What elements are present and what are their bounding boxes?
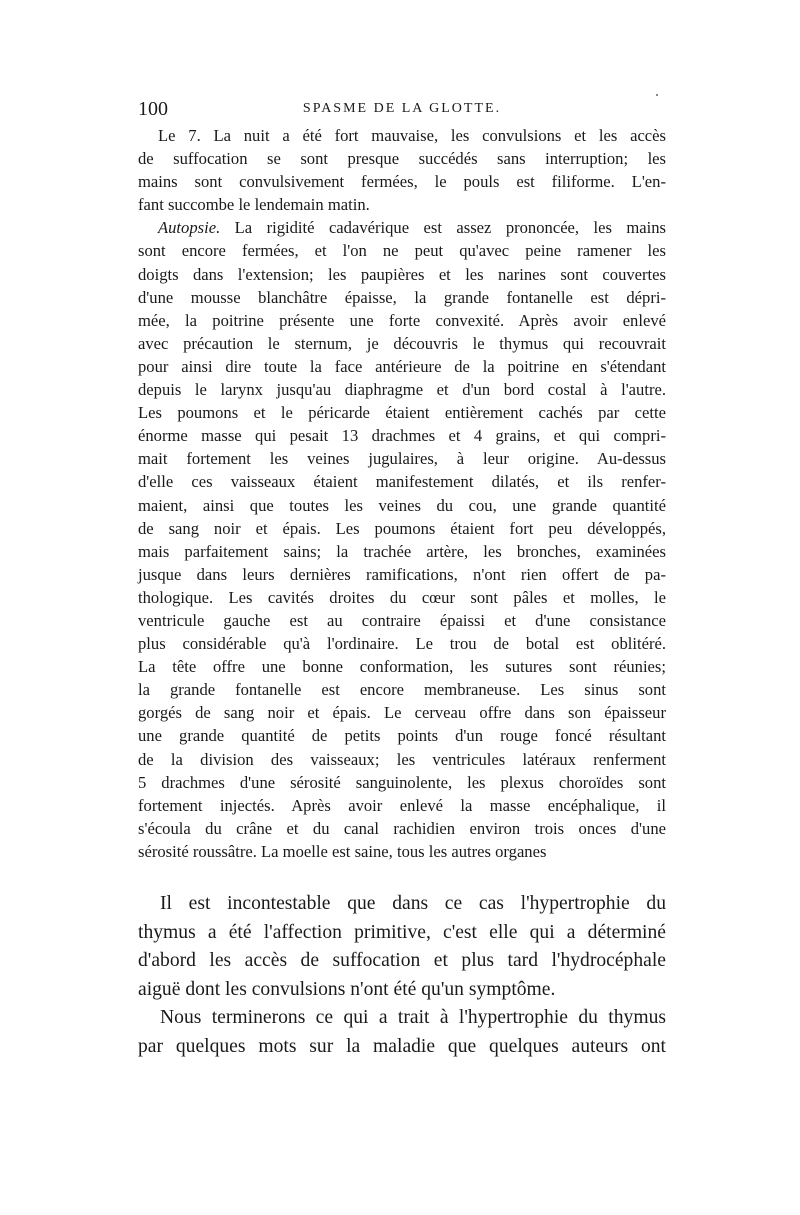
text-line: maient, ainsi que toutes les veines du cou, une grande quantité — [138, 495, 666, 515]
text-line: sont encore fermées, et l'on ne peut qu'avec peine ramener les — [138, 241, 666, 261]
autopsy-label: Autopsie. — [158, 218, 221, 238]
text-line: Il est incontestable que dans ce cas l'hypertrophie du — [160, 893, 666, 914]
text-line: ventricule gauche est au contraire épaissi et d'une consistance — [138, 610, 666, 630]
text-line: thologique. Les cavités droites du cœur sont pâles et molles, le — [138, 587, 666, 607]
text-line: s'écoula du crâne et du canal rachidien environ trois onces d'une — [138, 818, 666, 838]
text-line: la grande fontanelle est encore membraneuse. Les sinus sont — [138, 680, 666, 700]
text-line: doigts dans l'extension; les paupières et les narines sont couvertes — [138, 264, 666, 284]
text-line: fant succombe le lendemain matin. — [138, 195, 370, 215]
text-line: d'une mousse blanchâtre épaisse, la grande fontanelle est dépri- — [138, 287, 666, 307]
text-line: Nous terminerons ce qui a trait à l'hypertrophie du thymus — [160, 1007, 666, 1029]
text-line: avec précaution le sternum, je découvris le thymus qui recouvrait — [138, 333, 666, 353]
text-line: mains sont convulsivement fermées, le pouls est filiforme. L'en- — [138, 172, 666, 192]
text-line: aiguë dont les convulsions n'ont été qu'un symptôme. — [138, 978, 556, 1000]
ink-speck — [656, 94, 658, 96]
autopsy-first-line: La rigidité cadavérique est assez prononcée, les mains — [234, 218, 666, 238]
text-line: mais parfaitement sains; la trachée artère, les bronches, examinées — [138, 541, 666, 561]
text-line: énorme masse qui pesait 13 drachmes et 4 grains, et qui compri- — [138, 426, 666, 446]
text-line: thymus a été l'affection primitive, c'est elle qui a déterminé — [138, 921, 666, 943]
text-line: une grande quantité de petits points d'un rouge foncé résultant — [138, 726, 666, 746]
text-line: fortement injectés. Après avoir enlevé la masse encéphalique, il — [138, 795, 666, 815]
text-line: mée, la poitrine présente une forte convexité. Après avoir enlevé — [138, 310, 666, 330]
text-line: pour ainsi dire toute la face antérieure de la poitrine en s'étendant — [138, 356, 666, 376]
text-line: La tête offre une bonne conformation, les sutures sont réunies; — [138, 657, 666, 677]
text-line: Les poumons et le péricarde étaient entièrement cachés par cette — [138, 403, 666, 423]
text-line: 5 drachmes d'une sérosité sanguinolente, les plexus choroïdes sont — [138, 772, 666, 792]
page-header — [138, 98, 666, 124]
text-line: de suffocation se sont presque succédés sans interruption; les — [138, 149, 666, 169]
text-line: jusque dans leurs dernières ramifications, n'ont rien offert de pa- — [138, 564, 666, 584]
text-line: sérosité roussâtre. La moelle est saine, tous les autres organes — [138, 841, 547, 861]
text-line: de la division des vaisseaux; les ventricules latéraux renferment — [138, 749, 666, 769]
text-line: plus considérable qu'à l'ordinaire. Le trou de botal est oblitéré. — [138, 634, 666, 654]
text-line: Le 7. La nuit a été fort mauvaise, les convulsions et les accès — [158, 126, 666, 145]
text-line: mait fortement les veines jugulaires, à leur origine. Au-dessus — [138, 449, 666, 469]
conclusion-paragraph — [138, 890, 666, 1062]
case-note-paragraph — [138, 124, 666, 216]
text-line: par quelques mots sur la maladie que quelques auteurs ont — [138, 1035, 666, 1057]
text-line: gorgés de sang noir et épais. Le cerveau offre dans son épaisseur — [138, 703, 666, 723]
page-number: 100 — [138, 98, 168, 120]
text-line: depuis le larynx jusqu'au diaphragme et d'un bord costal à l'autre. — [138, 380, 666, 400]
text-line: d'abord les accès de suffocation et plus tard l'hydrocéphale — [138, 950, 666, 972]
text-line — [138, 216, 666, 239]
text-line: d'elle ces vaisseaux étaient manifestement dilatés, et ils renfer- — [138, 472, 666, 492]
running-title: SPASME DE LA GLOTTE. — [302, 101, 502, 116]
text-line: de sang noir et épais. Les poumons étaient fort peu développés, — [138, 518, 666, 538]
autopsy-paragraph — [138, 216, 666, 863]
book-page — [138, 98, 666, 1062]
